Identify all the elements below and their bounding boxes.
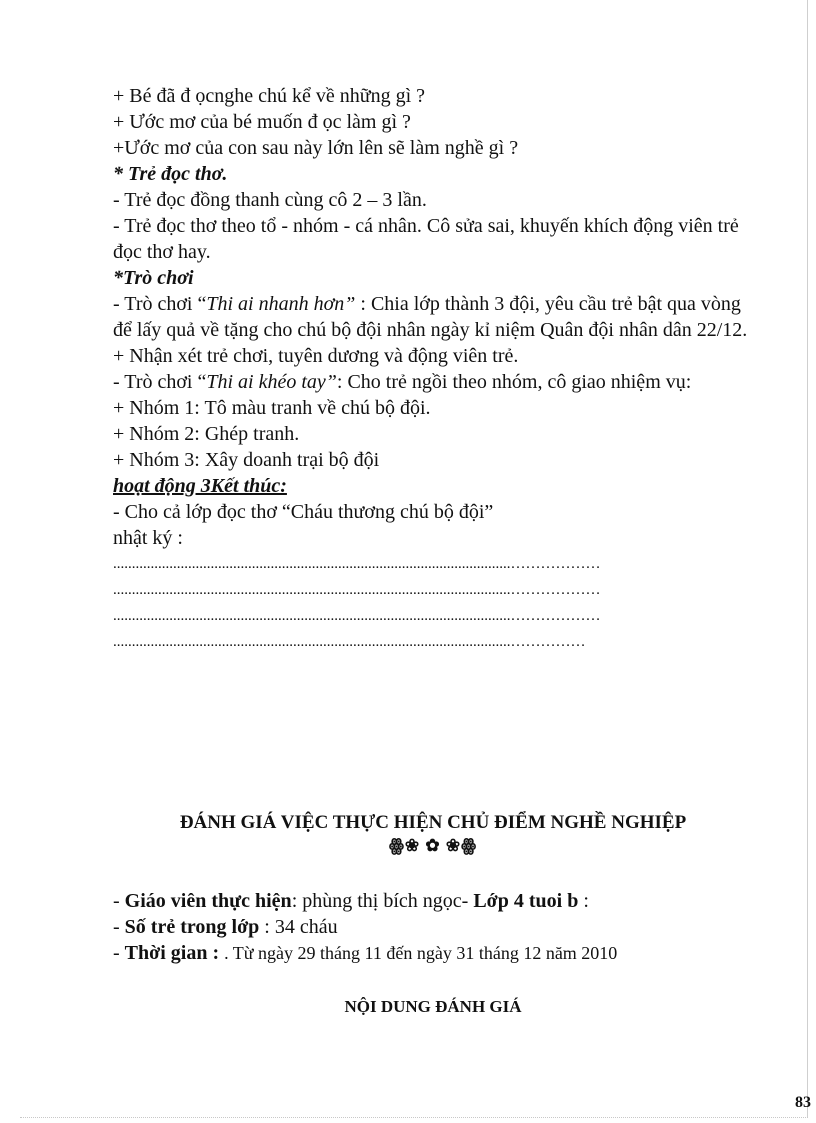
evaluation-info (113, 888, 753, 966)
game-1-prefix: - Trò chơi “ (113, 293, 207, 315)
diary-dot-line: ..........................................................................................................……………… (113, 582, 601, 598)
game-1-description: : Chia lớp thành 3 đội, yêu cầu trẻ bật qua vòng để lấy quả về tặng cho chú bộ đội nhân ngày kỉ niệm Quân đội nhân dân 22/12. (113, 293, 748, 341)
evaluation-header (113, 812, 753, 856)
question-line: + Bé đã đ ọcnghe chú kể về những gì ? (113, 85, 426, 107)
evaluation-title: ĐÁNH GIÁ VIỆC THỰC HIỆN CHỦ ĐIỂM NGHỀ NGHIỆP (179, 812, 687, 833)
children-label: Số trẻ trong lớp (124, 916, 260, 938)
game-1-paragraph (113, 291, 753, 343)
diary-dot-line: ..........................................................................................................…………… (113, 634, 586, 650)
children-line: - Số trẻ trong lớp : 34 cháu (113, 916, 338, 938)
group-item: + Nhóm 2: Ghép tranh. (113, 423, 300, 445)
section-heading-poem: * Trẻ đọc thơ. (113, 163, 228, 185)
children-value: : 34 cháu (259, 916, 338, 938)
diary-dot-line: ..........................................................................................................……………… (113, 556, 601, 572)
time-label: Thời gian : (124, 942, 225, 964)
evaluation-subtitle: NỘI DUNG ĐÁNH GIÁ (344, 997, 522, 1016)
page-border-bottom (20, 1117, 808, 1118)
teacher-label: Giáo viên thực hiện (124, 890, 292, 912)
end-item: - Cho cả lớp đọc thơ “Cháu thương chú bộ đội” (113, 501, 494, 523)
page-number: 83 (795, 1094, 811, 1111)
class-suffix: : (578, 890, 589, 912)
diary-dot-line: ..........................................................................................................……………… (113, 608, 601, 624)
game-2-prefix: - Trò chơi “ (113, 371, 207, 393)
game-1-name: Thi ai nhanh hơn” (206, 293, 356, 315)
group-item: + Nhóm 3: Xây doanh trại bộ đội (113, 449, 380, 471)
game-2-name: Thi ai khéo tay” (206, 371, 337, 393)
time-line: - Thời gian : . Từ ngày 29 tháng 11 đến ngày 31 tháng 12 năm 2010 (113, 942, 618, 964)
teacher-value: : phùng thị bích ngọc- (291, 890, 474, 912)
page-border-right (807, 0, 808, 1118)
question-line: +Ước mơ của con sau này lớn lên sẽ làm nghề gì ? (113, 137, 519, 159)
game-2-paragraph (113, 369, 753, 395)
class-label: Lớp 4 tuoi b (473, 890, 579, 912)
question-line: + Ước mơ của bé muốn đ ọc làm gì ? (113, 111, 411, 133)
teacher-line: - Giáo viên thực hiện: phùng thị bích ngọc- Lớp 4 tuoi b : (113, 890, 589, 912)
poem-item: - Trẻ đọc đồng thanh cùng cô 2 – 3 lần. (113, 189, 427, 211)
group-item: + Nhóm 1: Tô màu tranh về chú bộ đội. (113, 397, 431, 419)
game-2-description: : Cho trẻ ngồi theo nhóm, cô giao nhiệm vụ: (336, 371, 692, 393)
time-value: . Từ ngày 29 tháng 11 đến ngày 31 tháng 12 năm 2010 (224, 943, 618, 963)
section-heading-game: *Trò chơi (113, 267, 194, 289)
ornament-icon: ꙮ❀ ✿ ❀ꙮ (388, 836, 478, 855)
section-heading-end: hoạt động 3Kết thúc: (113, 475, 287, 497)
diary-label: nhật ký : (113, 527, 183, 549)
lesson-content (113, 83, 753, 655)
game-review: + Nhận xét trẻ chơi, tuyên dương và động viên trẻ. (113, 345, 519, 367)
poem-item: - Trẻ đọc thơ theo tổ - nhóm - cá nhân. Cô sửa sai, khuyến khích động viên trẻ đọc thơ hay. (113, 215, 739, 263)
